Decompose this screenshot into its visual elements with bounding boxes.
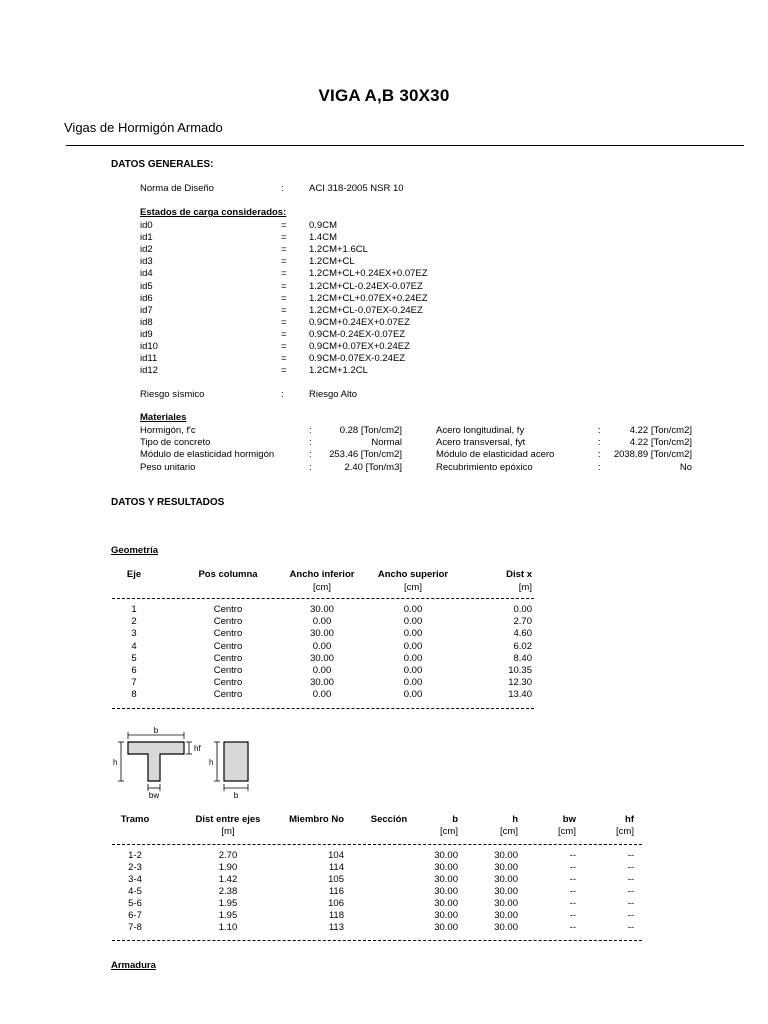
geometria-cell: 0.00 [513,604,532,615]
estado-expr: 0.9CM+0.24EX+0.07EZ [309,316,410,328]
geometria-heading: Geometría [111,545,158,556]
tramos-cell: 30.00 [494,922,518,933]
tramos-unit: [m] [221,826,235,837]
estado-expr: 0.9CM+0.07EX+0.24EZ [309,341,410,352]
estado-expr: 1.2CM+CL-0.24EX-0.07EZ [309,280,423,292]
tramos-cell: -- [569,874,576,885]
geometria-unit: [m] [518,582,532,593]
geometria-unit: [cm] [313,582,331,593]
estado-row [0,365,768,377]
material-sep: : [309,437,312,449]
tramos-cell: 3-4 [128,874,142,885]
material-row [0,437,768,449]
tramos-cell: 1.95 [218,910,238,921]
estado-row [0,317,768,329]
estado-sep: = [281,280,287,292]
tramos-cell: -- [569,898,576,909]
geometria-cell: 6.02 [513,640,532,652]
tramos-cell: 30.00 [494,910,518,921]
geometria-unit: [cm] [404,582,422,593]
estado-id: id4 [140,268,153,280]
estado-sep: = [281,268,287,280]
geometria-cell: 0.00 [312,665,332,676]
tramos-cell: -- [627,886,634,897]
geometria-cell: 2 [131,616,137,628]
material-value: 253.46 [Ton/cm2] [329,449,402,461]
material-label-right: Recubrimiento epóxico [436,461,533,473]
material-label: Peso unitario [140,461,196,473]
tramos-top-divider [112,844,642,845]
diagram-label-b-rect: b [233,791,239,800]
material-sep-right: : [598,461,601,473]
diagram-label-h-rect: h [209,758,214,767]
estado-expr: 1.2CM+CL [309,256,355,268]
geometria-cell: Centro [213,677,243,689]
geometria-bottom-divider [112,708,534,709]
tramos-cell: -- [627,922,634,933]
estado-expr: 1.2CM+CL+0.24EX+0.07EZ [309,268,428,280]
tramos-cell: 1-2 [128,850,142,861]
tramos-cell: -- [569,886,576,897]
geometria-cell: 2.70 [513,616,532,628]
estado-row [0,329,768,341]
geometria-cell: 5 [131,652,137,664]
geometria-cell: 0.00 [403,628,423,640]
estado-expr: 1.2CM+CL+0.07EX+0.24EZ [309,292,428,304]
estado-row [0,256,768,268]
tramos-cell: 1.42 [218,874,238,885]
material-row [0,462,768,474]
estado-sep: = [281,328,287,340]
armadura-heading: Armadura [111,960,156,971]
estado-row [0,293,768,305]
geometria-row [0,604,768,616]
geometria-cell: Centro [213,652,243,664]
document-subtitle: Vigas de Hormigón Armado [64,120,223,135]
material-label: Módulo de elasticidad hormigón [140,449,275,461]
geometria-top-divider [112,598,534,599]
tramos-cell: 30.00 [494,898,518,909]
geometria-cell: 0.00 [312,689,332,701]
geometria-cell: Centro [213,689,243,701]
t-section-shape [128,742,184,781]
estado-id: id7 [140,304,153,316]
estado-id: id9 [140,328,153,340]
geometria-cell: 1 [131,604,137,615]
tramos-row [0,898,768,910]
tramos-row [0,910,768,922]
geometria-cell: 30.00 [310,677,334,689]
geometria-row [0,641,768,653]
geometria-cell: 30.00 [310,604,334,615]
tramos-header: b [452,814,458,825]
tramos-cell: 6-7 [128,910,142,921]
tramos-cell: 2.38 [218,886,238,897]
rect-section-shape [224,742,248,781]
tramos-cell: 30.00 [494,850,518,861]
estado-expr: 1.4CM [309,232,337,244]
tramos-header: bw [562,814,576,825]
geometria-row [0,677,768,689]
geometria-cell: 4.60 [513,628,532,640]
diagram-label-hf: hf [194,744,201,753]
material-sep-right: : [598,449,601,461]
tramos-cell: -- [569,922,576,933]
tramos-cell: 105 [328,874,344,885]
estado-expr: 1.2CM+1.6CL [309,244,368,256]
geometria-cell: 8 [131,689,137,701]
material-value-right: 4.22 [Ton/cm2] [629,437,692,449]
material-row [0,449,768,461]
estado-row [0,305,768,317]
material-label: Tipo de concreto [140,437,211,449]
material-label-right: Acero transversal, fyt [436,437,526,449]
estado-id: id11 [140,353,158,365]
estado-sep: = [281,341,287,352]
tramos-row [0,850,768,862]
geometria-cell: Centro [213,604,243,615]
tramos-cell: 30.00 [434,886,458,897]
estado-sep: = [281,220,287,231]
tramos-cell: 113 [328,922,344,933]
tramos-header: h [512,814,518,825]
tramos-cell: -- [569,862,576,873]
estado-row [0,220,768,232]
estado-sep: = [281,304,287,316]
tramos-cell: 1.10 [218,922,238,933]
estado-expr: 1.2CM+CL-0.07EX-0.24EZ [309,304,423,316]
geometria-cell: 0.00 [403,616,423,628]
tramos-units-row [0,826,768,838]
estado-id: id5 [140,280,153,292]
estados-heading: Estados de carga considerados: [140,207,287,218]
material-label: Hormigón, f'c [140,425,196,436]
tramos-header: Tramo [120,814,150,825]
geometria-cell: 12.30 [508,677,532,689]
estado-id: id12 [140,365,158,377]
estado-sep: = [281,316,287,328]
material-row [0,425,768,437]
material-value-right: No [679,461,692,473]
tramos-row [0,886,768,898]
geometria-cell: 0.00 [403,604,423,615]
tramos-cell: -- [627,874,634,885]
geometria-cell: 4 [131,640,137,652]
estado-sep: = [281,292,287,304]
geometria-row [0,616,768,628]
material-label-right: Módulo de elasticidad acero [436,449,555,461]
geometria-header: Eje [126,569,142,580]
geometria-cell: 8.40 [513,652,532,664]
document-title: VIGA A,B 30X30 [318,86,450,105]
tramos-row [0,862,768,874]
tramos-cell: 30.00 [494,874,518,885]
tramos-cell: 30.00 [434,862,458,873]
material-value-right: 4.22 [Ton/cm2] [629,425,692,436]
estado-id: id1 [140,232,153,244]
geometria-cell: 13.40 [508,689,532,701]
tramos-cell: 1.90 [218,862,238,873]
tramos-row [0,922,768,934]
estado-id: id3 [140,256,153,268]
tramos-cell: 114 [328,862,344,873]
material-sep-right: : [598,437,601,449]
geometria-cell: 0.00 [312,616,332,628]
diagram-label-h: h [113,758,118,767]
geometria-cell: 3 [131,628,137,640]
tramos-cell: -- [627,910,634,921]
estado-sep: = [281,232,287,244]
material-value: 0.28 [Ton/cm2] [339,425,402,436]
geometria-cell: 30.00 [310,652,334,664]
estado-expr: 0.9CM [309,220,337,231]
estado-row [0,341,768,353]
diagram-label-bw: bw [148,791,160,800]
tramos-cell: 30.00 [434,910,458,921]
tramos-cell: 2-3 [128,862,142,873]
geometria-cell: 0.00 [403,652,423,664]
geometria-row [0,628,768,640]
estado-id: id10 [140,341,158,352]
material-value: Normal [371,437,402,449]
tramos-cell: 1.95 [218,898,238,909]
tramos-cell: 30.00 [494,862,518,873]
tramos-cell: 4-5 [128,886,142,897]
tramos-unit: [cm] [440,826,458,837]
material-value-right: 2038.89 [Ton/cm2] [613,449,692,461]
geometria-cell: 30.00 [310,628,334,640]
geometria-header-row [0,569,768,581]
estado-row [0,268,768,280]
estado-sep: = [281,256,287,268]
geometria-header: Pos columna [198,569,258,580]
materiales-heading: Materiales [140,412,187,423]
geometria-cell: 0.00 [312,640,332,652]
estado-id: id2 [140,244,153,256]
tramos-cell: 30.00 [434,850,458,861]
tramos-cell: 5-6 [128,898,142,909]
geometria-cell: Centro [213,640,243,652]
material-sep: : [309,425,312,436]
geometria-cell: 0.00 [403,689,423,701]
tramos-cell: -- [569,910,576,921]
riesgo-sep: : [281,389,284,400]
tramos-cell: 118 [328,910,344,921]
section-diagram [108,726,268,802]
diagram-label-b: b [153,726,159,735]
norma-label: Norma de Diseño [140,183,214,194]
tramos-cell: 104 [328,850,344,861]
geometria-cell: Centro [213,665,243,676]
geometria-header: Ancho superior [377,569,449,580]
geometria-cell: 6 [131,665,137,676]
tramos-cell: -- [569,850,576,861]
geometria-cell: 0.00 [403,665,423,676]
geometria-header: Dist x [506,569,532,580]
tramos-cell: -- [627,898,634,909]
norma-value: ACI 318-2005 NSR 10 [309,183,404,194]
riesgo-label: Riesgo sísmico [140,389,205,400]
geometria-cell: Centro [213,628,243,640]
tramos-row [0,874,768,886]
estado-id: id0 [140,220,153,231]
tramos-unit: [cm] [500,826,518,837]
estado-row [0,232,768,244]
geometria-cell: 0.00 [403,640,423,652]
geometria-units-row [0,582,768,594]
estado-expr: 0.9CM-0.24EX-0.07EZ [309,328,406,340]
geometria-cell: 7 [131,677,137,689]
estado-sep: = [281,365,287,377]
tramos-cell: 7-8 [128,922,142,933]
tramos-header: hf [625,814,634,825]
material-sep-right: : [598,425,601,436]
tramos-header: Miembro No [289,814,344,825]
tramos-cell: 2.70 [218,850,238,861]
tramos-cell: -- [627,850,634,861]
geometria-row [0,689,768,701]
tramos-bottom-divider [112,940,642,941]
estado-id: id8 [140,316,153,328]
riesgo-value: Riesgo Alto [309,389,358,400]
estado-sep: = [281,353,287,365]
tramos-header-row [0,814,768,826]
geometria-cell: Centro [213,616,243,628]
estado-expr: 0.9CM-0.07EX-0.24EZ [309,353,406,365]
material-sep: : [309,461,312,473]
geometria-cell: 10.35 [508,665,532,676]
title-rule [66,145,744,146]
geometria-row [0,665,768,677]
tramos-cell: -- [627,862,634,873]
tramos-unit: [cm] [616,826,634,837]
estado-row [0,353,768,365]
tramos-cell: 116 [328,886,344,897]
tramos-cell: 30.00 [434,898,458,909]
tramos-cell: 30.00 [494,886,518,897]
tramos-header: Dist entre ejes [195,814,261,825]
tramos-cell: 30.00 [434,874,458,885]
tramos-unit: [cm] [558,826,576,837]
datos-generales-heading: DATOS GENERALES: [111,159,214,170]
material-value: 2.40 [Ton/m3] [344,461,402,473]
tramos-header: Sección [370,814,408,825]
geometria-header: Ancho inferior [289,569,355,580]
material-label-right: Acero longitudinal, fy [436,425,525,436]
tramos-cell: 106 [328,898,344,909]
material-sep: : [309,449,312,461]
datos-resultados-heading: DATOS Y RESULTADOS [111,497,225,508]
tramos-cell: 30.00 [434,922,458,933]
geometria-cell: 0.00 [403,677,423,689]
norma-sep: : [281,183,284,194]
estado-id: id6 [140,292,153,304]
estado-expr: 1.2CM+1.2CL [309,365,368,377]
estado-row [0,281,768,293]
geometria-row [0,653,768,665]
estado-row [0,244,768,256]
estado-sep: = [281,244,287,256]
